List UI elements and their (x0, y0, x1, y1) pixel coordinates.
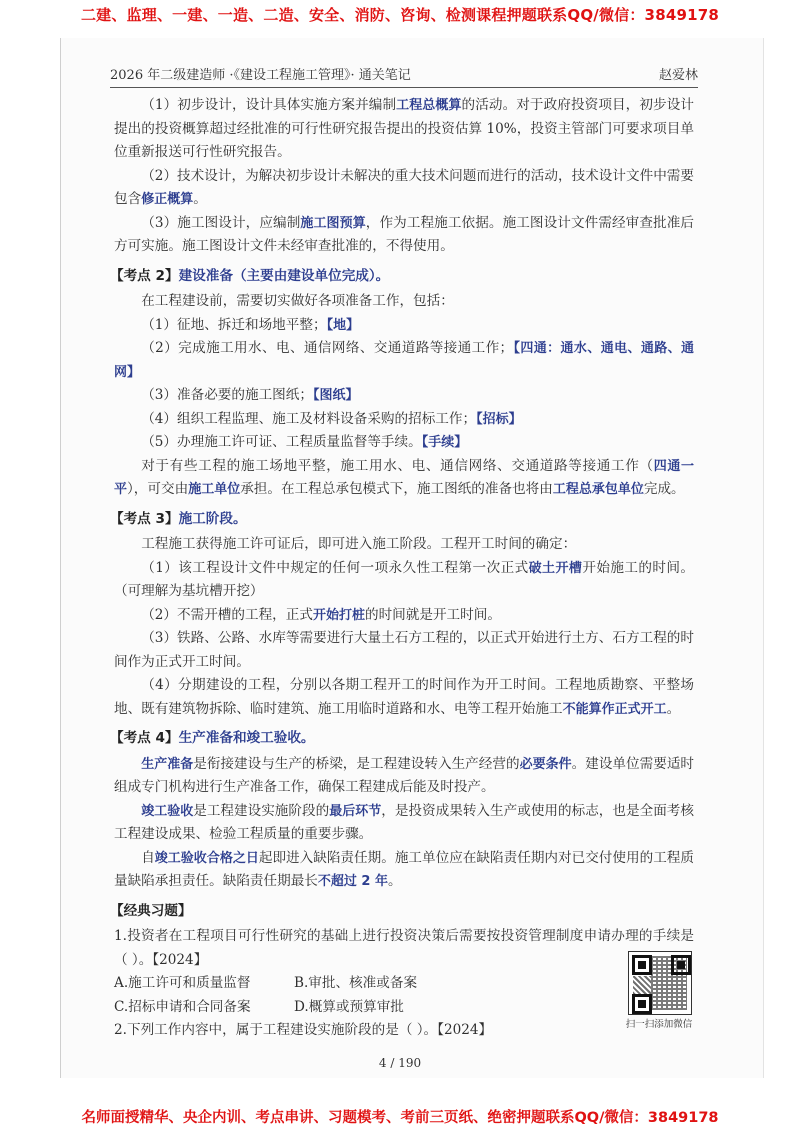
kd2-note: 对于有些工程的施工场地平整，施工用水、电、通信网络、交通道路等接通工作（四通一平），可交由施工单位承担。在工程总承包模式下，施工图纸的准备也将由工程总承包单位完成。 (114, 457, 694, 497)
option-d: D.概算或预算审批 (294, 998, 404, 1015)
design-item-2: （2）技术设计，为解决初步设计未解决的重大技术问题而进行的活动，技术设计文件中需要包含修正概算。 (114, 167, 694, 207)
design-item-1: （1）初步设计，设计具体实施方案并编制工程总概算的活动。对于政府投资项目，初步设计提出的投资概算超过经批准的可行性研究报告提出的投资估算 10%，投资主管部门可要求项目单位重新报送可行性研究报告。 (114, 97, 694, 160)
promo-banner-bottom: 名师面授精华、央企内训、考点串讲、习题模考、考前三页纸、绝密押题联系QQ/微信：3849178 (81, 1110, 719, 1126)
kd4-para-2: 竣工验收是工程建设实施阶段的最后环节，是投资成果转入生产或使用的标志，也是全面考核工程建设成果、检验工程质量的重要步骤。 (114, 802, 694, 842)
kd2-intro: 在工程建设前，需要切实做好各项准备工作，包括： (141, 293, 454, 309)
design-item-3: （3）施工图设计，应编制施工图预算，作为工程施工依据。施工图设计文件需经审查批准后方可实施。施工图设计文件未经审查批准的，不得使用。 (114, 214, 694, 254)
kd4-para-1: 生产准备是衔接建设与生产的桥梁，是工程建设转入生产经营的必要条件。建设单位需要适时组成专门机构进行生产准备工作，确保工程建成后能及时投产。 (114, 755, 695, 795)
page-number: 4 / 190 (378, 1056, 422, 1070)
kd3-item-4: （4）分期建设的工程，分别以各期工程开工的时间作为开工时间。工程地质勘察、平整场地、既有建筑物拆除、临时建筑、施工用临时道路和水、电等工程开始施工不能算作正式开工。 (114, 677, 694, 717)
question-1: 1.投资者在工程项目可行性研究的基础上进行投资决策后需要按投资管理制度申请办理的手续是（ ）。【2024】 (114, 928, 694, 968)
promo-banner-top: 二建、监理、一建、一造、二造、安全、消防、咨询、检测课程押题联系QQ/微信：3849178 (80, 6, 720, 24)
section-heading-kd2: 【考点 2】建设准备（主要由建设单位完成）。 (110, 267, 390, 284)
running-header (110, 64, 698, 84)
qr-code (628, 951, 692, 1015)
kd3-intro: 工程施工获得施工许可证后，即可进入施工阶段。工程开工时间的确定： (141, 536, 577, 552)
kd2-item-1: （1）征地、拆迁和场地平整；【地】 (141, 316, 360, 333)
document-body (110, 94, 695, 1043)
kd3-item-2: （2）不需开槽的工程，正式开始打桩的时间就是开工时间。 (141, 606, 501, 623)
kd2-item-4: （4）组织工程监理、施工及材料设备采购的招标工作；【招标】 (141, 410, 522, 427)
option-c: C.招标申请和合同备案 (114, 998, 251, 1015)
question-2: 2.下列工作内容中，属于工程建设实施阶段的是（ ）。【2024】 (114, 1022, 493, 1038)
option-b: B.审批、核准或备案 (294, 975, 418, 991)
header-title: 2026 年二级建造师 ·《建设工程施工管理》· 通关笔记 (110, 68, 411, 83)
header-author: 赵爱林 (658, 68, 698, 83)
kd3-item-1: （1）该工程设计文件中规定的任何一项永久性工程第一次正式破土开槽开始施工的时间。（可理解为基坑槽开挖） (114, 559, 694, 599)
kd2-item-2: （2）完成施工用水、电、通信网络、交通道路等接通工作；【四通：通水、通电、通路、通网】 (114, 340, 694, 380)
question-1-options-row-2 (114, 996, 694, 1020)
header-divider (110, 87, 698, 88)
kd3-item-3: （3）铁路、公路、水库等需要进行大量土石方工程的，以正式开始进行土方、石方工程的时间作为正式开工时间。 (114, 630, 694, 670)
option-a: A.施工许可和质量监督 (114, 975, 251, 991)
kd4-para-3: 自竣工验收合格之日起即进入缺陷责任期。施工单位应在缺陷责任期内对已交付使用的工程质量缺陷承担责任。缺陷责任期最长不超过 2 年。 (114, 849, 694, 889)
qr-caption: 扫一扫添加微信 (625, 1019, 693, 1030)
question-1-options-row-1 (114, 972, 694, 996)
kd2-item-5: （5）办理施工许可证、工程质量监督等手续。【手续】 (141, 434, 468, 450)
exercises-heading: 【经典习题】 (110, 902, 192, 919)
section-heading-kd3: 【考点 3】施工阶段。 (110, 510, 247, 527)
kd2-item-3: （3）准备必要的施工图纸；【图纸】 (141, 387, 359, 403)
section-heading-kd4: 【考点 4】生产准备和竣工验收。 (110, 730, 315, 746)
